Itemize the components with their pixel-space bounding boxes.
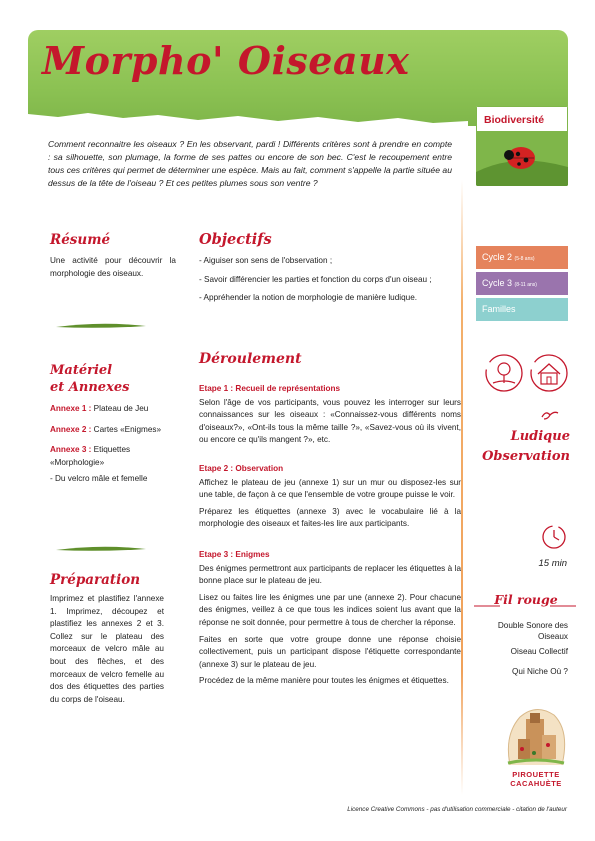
annexe-item: Annexe 3 : Etiquettes «Morphologie» [50,445,131,467]
annexe-item: Annexe 2 : Cartes «Enigmes» [50,424,162,434]
clock-icon [540,522,568,552]
resume-text: Une activité pour découvrir la morphologie des oiseaux. [50,256,176,278]
materiel-title [50,362,129,396]
materiel-list [50,403,176,486]
step-heading: Etape 3 : Enigmes [199,549,270,559]
step-paragraph: Selon l'âge de vos participants, vous pouvez les interroger sur leurs connaissances sur les oiseaux : «Connaissez-vous différents noms d'oiseaux?», «Ont-ils tous la même taille ?», «Savez-vous où ils vivent, ou encore ce qu'ils mangent ?», etc. [199,397,461,445]
pirouette-cacahuete-logo [500,705,572,769]
intro-text: Comment reconnaitre les oiseaux ? En les observant, pardi ! Différents critères sont à prendre en compte : sa silhouette, son plumage, la forme de ses pattes ou encore de son bec. C'est le recoupement entre tous ces critères qui permet de déterminer une espèce. Mais au fait, comment s'appelle la partie située au dessus de la tête de l'oiseau ? Et ces petites plumes sous son ventre ? [48,139,452,188]
license-footer: Licence Creative Commons - pas d'utilisation commerciale - citation de l'auteur [347,806,567,813]
step-heading: Etape 2 : Observation [199,463,284,473]
materiel-extra: - Du velcro mâle et femelle [50,474,148,484]
step-paragraph: Affichez le plateau de jeu (annexe 1) sur un mur ou disposez-les sur une table, de façon à ce que l'ensemble de votre groupe puisse le voir. [199,477,461,500]
objectif-item: - Savoir différencier les parties et fonction du corps d'un oiseau ; [199,274,432,284]
grass-divider [56,546,146,552]
resume-title: Résumé [50,232,111,248]
fil-rouge-item: Double Sonore des Oiseaux [497,621,568,641]
step-paragraph: Des énigmes permettront aux participants de replacer les étiquettes à la bonne place sur le plateau de jeu. [199,563,461,586]
cycle-3-badge: Cycle 3 (8-11 ans) [476,272,568,295]
indoor-icon [528,352,570,394]
step-paragraph: Faites en sorte que votre groupe donne une réponse choisie collectivement, puis un participant dispose l'étiquette correspondante (annexe 3) sur le plateau de jeu. [199,634,461,669]
page-title: Morpho' Oiseaux [42,38,410,83]
outdoor-icon [483,352,525,394]
tag-observation: Observation [482,449,570,464]
annexe-item: Annexe 1 : Plateau de Jeu [50,404,149,413]
fil-rouge-list [470,620,568,677]
cycle-2-badge: Cycle 2 (5-8 ans) [476,246,568,269]
column-divider [461,180,463,795]
deroulement-body [199,383,461,688]
grass-divider [56,323,146,329]
preparation-title: Préparation [50,572,141,588]
step-paragraph: Préparez les étiquettes (annexe 3) avec le vocabulaire lié à la morphologie des oiseaux et faites-les lire aux participants. [199,506,461,529]
materiel-title-line1: Matériel [50,363,113,378]
biodiversite-label: Biodiversité [476,106,568,132]
objectifs-title: Objectifs [199,231,272,248]
materiel-title-line2: et Annexes [50,380,130,395]
duration: 15 min [538,558,567,569]
step-paragraph: Procédez de la même manière pour toutes les énigmes et étiquettes. [199,676,449,686]
fil-rouge-title: Fil rouge [494,592,558,607]
logo-text: PIROUETTE CACAHUÈTE [510,770,562,788]
preparation-text: Imprimez et plastifiez l'annexe 1. Imprimez, découpez et plastifiez les annexes 2 et 3. Collez sur le plateau des morceaux de velcro mâle au bout des flèches, et des morceaux de velcro femelle au dos des étiquettes des parties du corps de l'oiseau. [50,594,164,704]
ladybug-image [476,132,568,186]
tag-list [470,427,570,467]
step-heading: Etape 1 : Recueil de représentations [199,384,341,393]
objectifs-list [199,255,455,305]
objectif-item: - Appréhender la notion de morphologie de manière ludique. [199,293,418,303]
deroulement-title: Déroulement [199,351,302,367]
step-paragraph: Lisez ou faites lire les énigmes une par une (annexe 2). Pour chacune des énigmes, veillez à ce que tous les indices soient lus avant que la réponse ne soit donnée, pour permettre à tous de chercher la réponse. [199,592,461,627]
fil-rouge-item: Qui Niche Où ? [512,667,568,676]
fil-rouge-item: Oiseau Collectif [510,647,568,656]
bird-flourish-icon [540,409,560,421]
tag-ludique: Ludique [510,429,570,444]
biodiversite-box [476,106,568,186]
torn-paper-edge [28,108,468,126]
familles-badge: Familles [476,298,568,321]
objectif-item: - Aiguiser son sens de l'observation ; [199,256,333,265]
